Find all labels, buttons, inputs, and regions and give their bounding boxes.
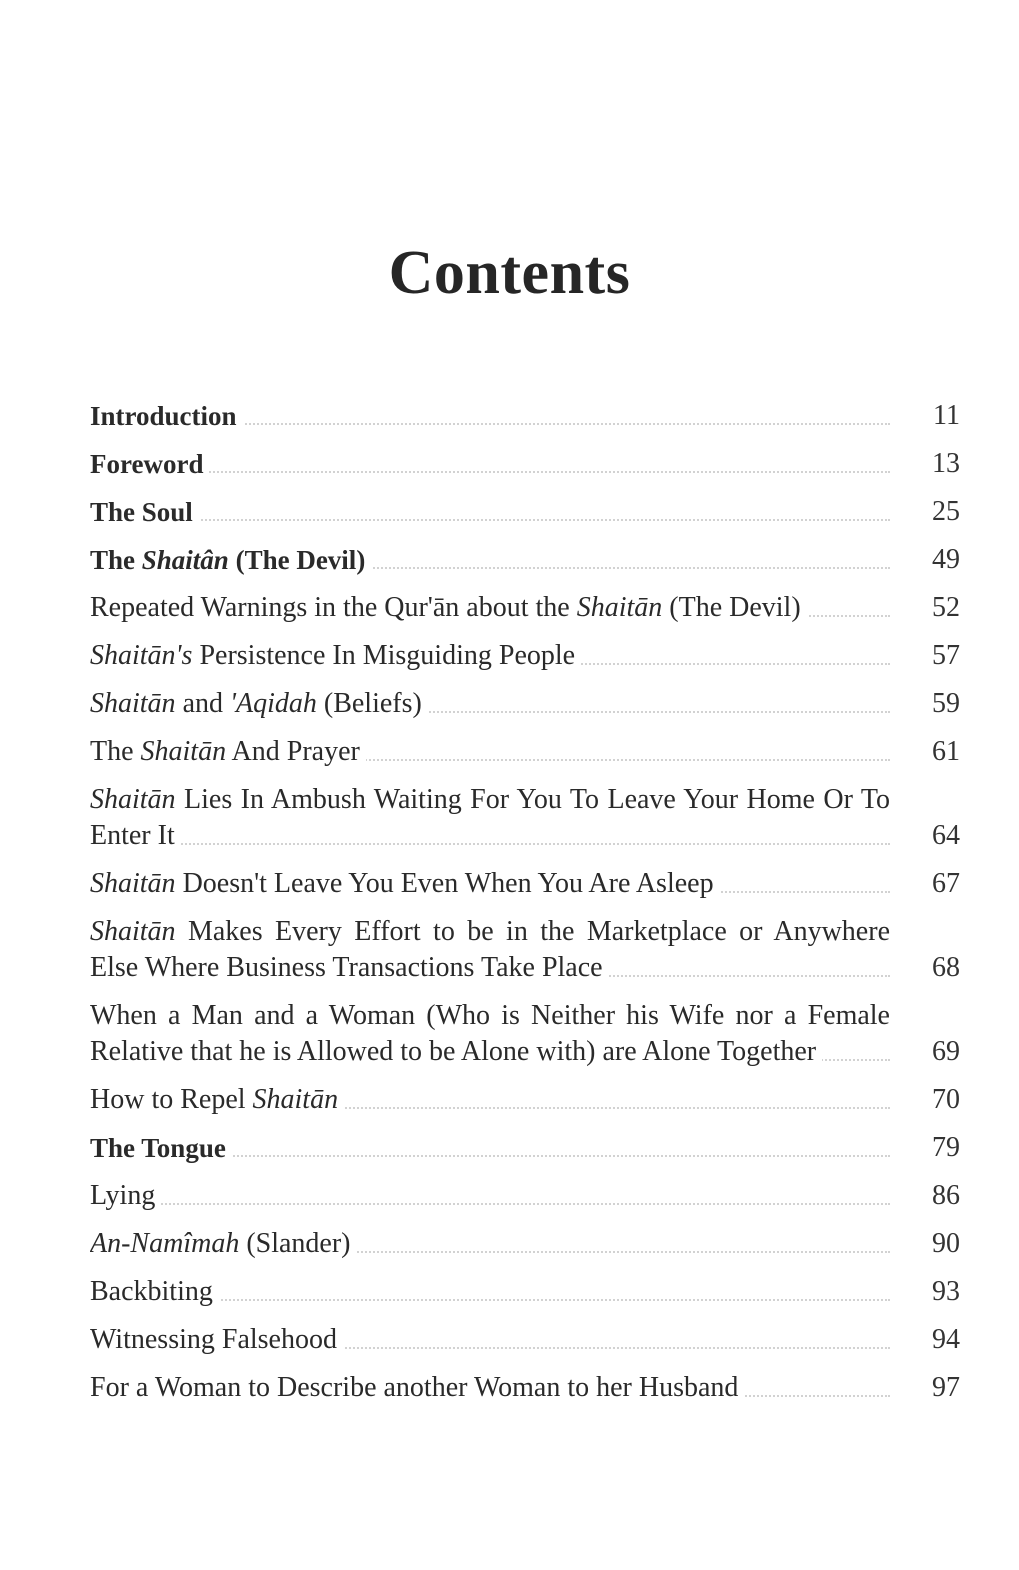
toc-entry-title (90, 1082, 890, 1118)
toc-entry (90, 686, 960, 722)
toc-entry-text (90, 1084, 344, 1115)
toc-entry-title (90, 1130, 890, 1166)
toc-entry-page-number: 93 (932, 1276, 960, 1307)
toc-entry-title (90, 446, 890, 482)
toc-entry (90, 998, 960, 1070)
toc-entry (90, 1082, 960, 1118)
text-fragment: Doesn't Leave You Even When You Are Asleep (175, 868, 714, 899)
italic-term: Shaitān (140, 736, 227, 767)
text-fragment: Lies In Ambush Waiting For You To Leave Your Home Or To Enter It (90, 784, 890, 851)
text-fragment: Repeated Warnings in the Qur'ān about the (90, 592, 577, 623)
toc-entry-text (90, 784, 890, 851)
text-fragment: The (90, 736, 141, 767)
toc-entry-title (90, 686, 890, 722)
toc-entry-page-number: 86 (932, 1180, 960, 1211)
toc-entry-page-number: 70 (932, 1084, 960, 1115)
toc-entry (90, 398, 960, 434)
toc-entry-text (90, 640, 581, 671)
toc-entry (90, 914, 960, 986)
italic-term: Shaitān (252, 1084, 339, 1115)
toc-entry-text: Foreword (90, 449, 209, 479)
toc-entry-text (90, 916, 890, 983)
toc-entry-text (90, 1228, 357, 1259)
toc-entry-title (90, 590, 890, 626)
italic-term: An-Namîmah (90, 1228, 240, 1259)
page-title: Contents (388, 239, 631, 307)
toc-entry-page-number: 11 (933, 400, 960, 431)
toc-entry-page-number: 52 (932, 592, 960, 623)
toc-entry-title (90, 1322, 890, 1358)
text-fragment: Persistence In Misguiding People (192, 640, 576, 671)
toc-entry (90, 590, 960, 626)
toc-entry-text: For a Woman to Describe another Woman to her Husband (90, 1372, 744, 1403)
text-fragment: How to Repel (90, 1084, 253, 1115)
toc-entry-page-number: 97 (932, 1372, 960, 1403)
toc-entry-text (90, 736, 366, 767)
toc-entry-page-number: 67 (932, 868, 960, 899)
toc-entry (90, 866, 960, 902)
toc-entry-text: Backbiting (90, 1276, 219, 1307)
toc-entry-page-number: 25 (932, 496, 960, 527)
toc-entry-page-number: 13 (932, 448, 960, 479)
toc-entry-title (90, 866, 890, 902)
italic-term: Shaitān (90, 916, 176, 947)
toc-entry-page-number: 79 (932, 1132, 960, 1163)
toc-entry-title (90, 398, 890, 434)
toc-entry (90, 1226, 960, 1262)
text-fragment: Makes Every Effort to be in the Marketplace or Anywhere Else Where Business Transactions Take Place (90, 916, 890, 983)
toc-entry-text (90, 592, 807, 623)
toc-entry-text: Lying (90, 1180, 161, 1211)
toc-entry-page-number: 49 (932, 544, 960, 575)
text-fragment: (The Devil) (662, 592, 801, 623)
text-fragment: And Prayer (226, 736, 360, 767)
toc-entry (90, 1178, 960, 1214)
toc-entry (90, 1274, 960, 1310)
text-fragment: (The Devil) (228, 545, 366, 575)
toc-entry-title (90, 734, 890, 770)
toc-entry-page-number: 94 (932, 1324, 960, 1355)
toc-entry-title (90, 1274, 890, 1310)
toc-entry-title (90, 542, 890, 578)
toc-entry-text (90, 688, 428, 719)
toc-entry-text: Witnessing Falsehood (90, 1324, 343, 1355)
toc-entry-title (90, 1178, 890, 1214)
toc-entry-title (90, 1226, 890, 1262)
toc-entry-text: Introduction (90, 401, 243, 431)
italic-term: Shaitān (90, 688, 176, 719)
toc-entry (90, 1130, 960, 1166)
toc-entry-title (90, 782, 890, 854)
toc-entry-title (90, 914, 890, 986)
toc-entry-title (90, 998, 890, 1070)
italic-term: Shaitān's (90, 640, 193, 671)
toc-entry-title (90, 1370, 890, 1406)
toc-entry (90, 1322, 960, 1358)
toc-entry-title (90, 494, 890, 530)
italic-term: 'Aqidah (230, 688, 317, 719)
toc-entry (90, 734, 960, 770)
italic-term: Shaitān (576, 592, 663, 623)
toc-entry-text (90, 868, 720, 899)
toc-entry-page-number: 61 (932, 736, 960, 767)
toc-entry-page-number: 64 (932, 820, 960, 851)
toc-entry (90, 542, 960, 578)
toc-entry (90, 782, 960, 854)
toc-entry-page-number: 68 (932, 952, 960, 983)
text-fragment: The (90, 545, 142, 575)
toc-entry-text (90, 545, 371, 575)
table-of-contents (90, 398, 960, 1418)
toc-entry-title (90, 638, 890, 674)
toc-entry-text: The Tongue (90, 1133, 232, 1163)
toc-entry-page-number: 69 (932, 1036, 960, 1067)
text-fragment: (Slander) (239, 1228, 351, 1259)
toc-entry-text: When a Man and a Woman (Who is Neither his Wife nor a Female Relative that he is Allowed to be Alone with) are Alone Together (90, 1000, 890, 1067)
italic-term: Shaitān (90, 868, 176, 899)
italic-term: Shaitân (141, 545, 229, 575)
toc-entry (90, 494, 960, 530)
toc-entry (90, 446, 960, 482)
italic-term: Shaitān (90, 784, 176, 815)
toc-entry-text: The Soul (90, 497, 199, 527)
toc-entry-page-number: 59 (932, 688, 960, 719)
text-fragment: (Beliefs) (316, 688, 422, 719)
toc-entry-page-number: 57 (932, 640, 960, 671)
toc-entry-page-number: 90 (932, 1228, 960, 1259)
toc-entry (90, 1370, 960, 1406)
text-fragment: and (175, 688, 230, 719)
toc-entry (90, 638, 960, 674)
